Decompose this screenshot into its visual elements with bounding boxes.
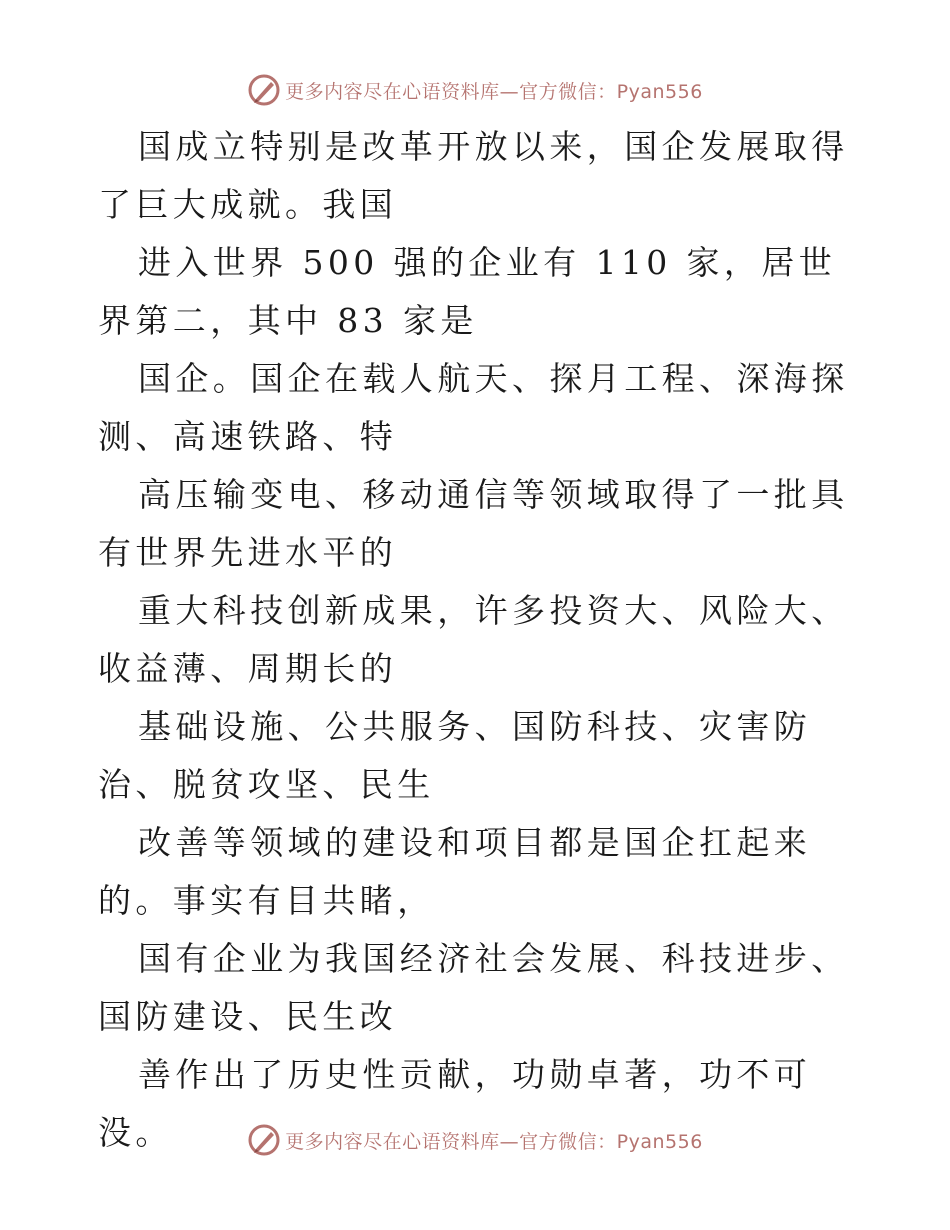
header-watermark: [0, 70, 950, 110]
paragraph: 进入世界 500 强的企业有 110 家，居世界第二，其中 83 家是: [98, 243, 837, 340]
paragraph: 高压输变电、移动通信等领域取得了一批具有世界先进水平的: [98, 475, 849, 572]
pen-logo-icon: [247, 1123, 281, 1157]
footer-watermark: [0, 1120, 950, 1160]
paragraph: 重大科技创新成果，许多投资大、风险大、收益薄、周期长的: [98, 591, 849, 688]
pen-logo-icon: [247, 73, 281, 107]
paragraph: 善作出了历史性贡献，功勋卓著，功不可没。: [98, 1055, 812, 1152]
paragraph: 国企。国企在载人航天、探月工程、深海探测、高速铁路、特: [98, 359, 849, 456]
watermark-text: 更多内容尽在心语资料库—官方微信：Pyan556: [285, 1130, 703, 1153]
watermark-text: 更多内容尽在心语资料库—官方微信：Pyan556: [285, 80, 703, 103]
paragraph: 改善等领域的建设和项目都是国企扛起来的。事实有目共睹，: [98, 823, 812, 920]
paragraph: 基础设施、公共服务、国防科技、灾害防治、脱贫攻坚、民生: [98, 707, 812, 804]
paragraph: 国有企业为我国经济社会发展、科技进步、国防建设、民生改: [98, 939, 849, 1036]
document-body: [98, 118, 858, 1162]
paragraph: 国成立特别是改革开放以来，国企发展取得了巨大成就。我国: [98, 127, 849, 224]
